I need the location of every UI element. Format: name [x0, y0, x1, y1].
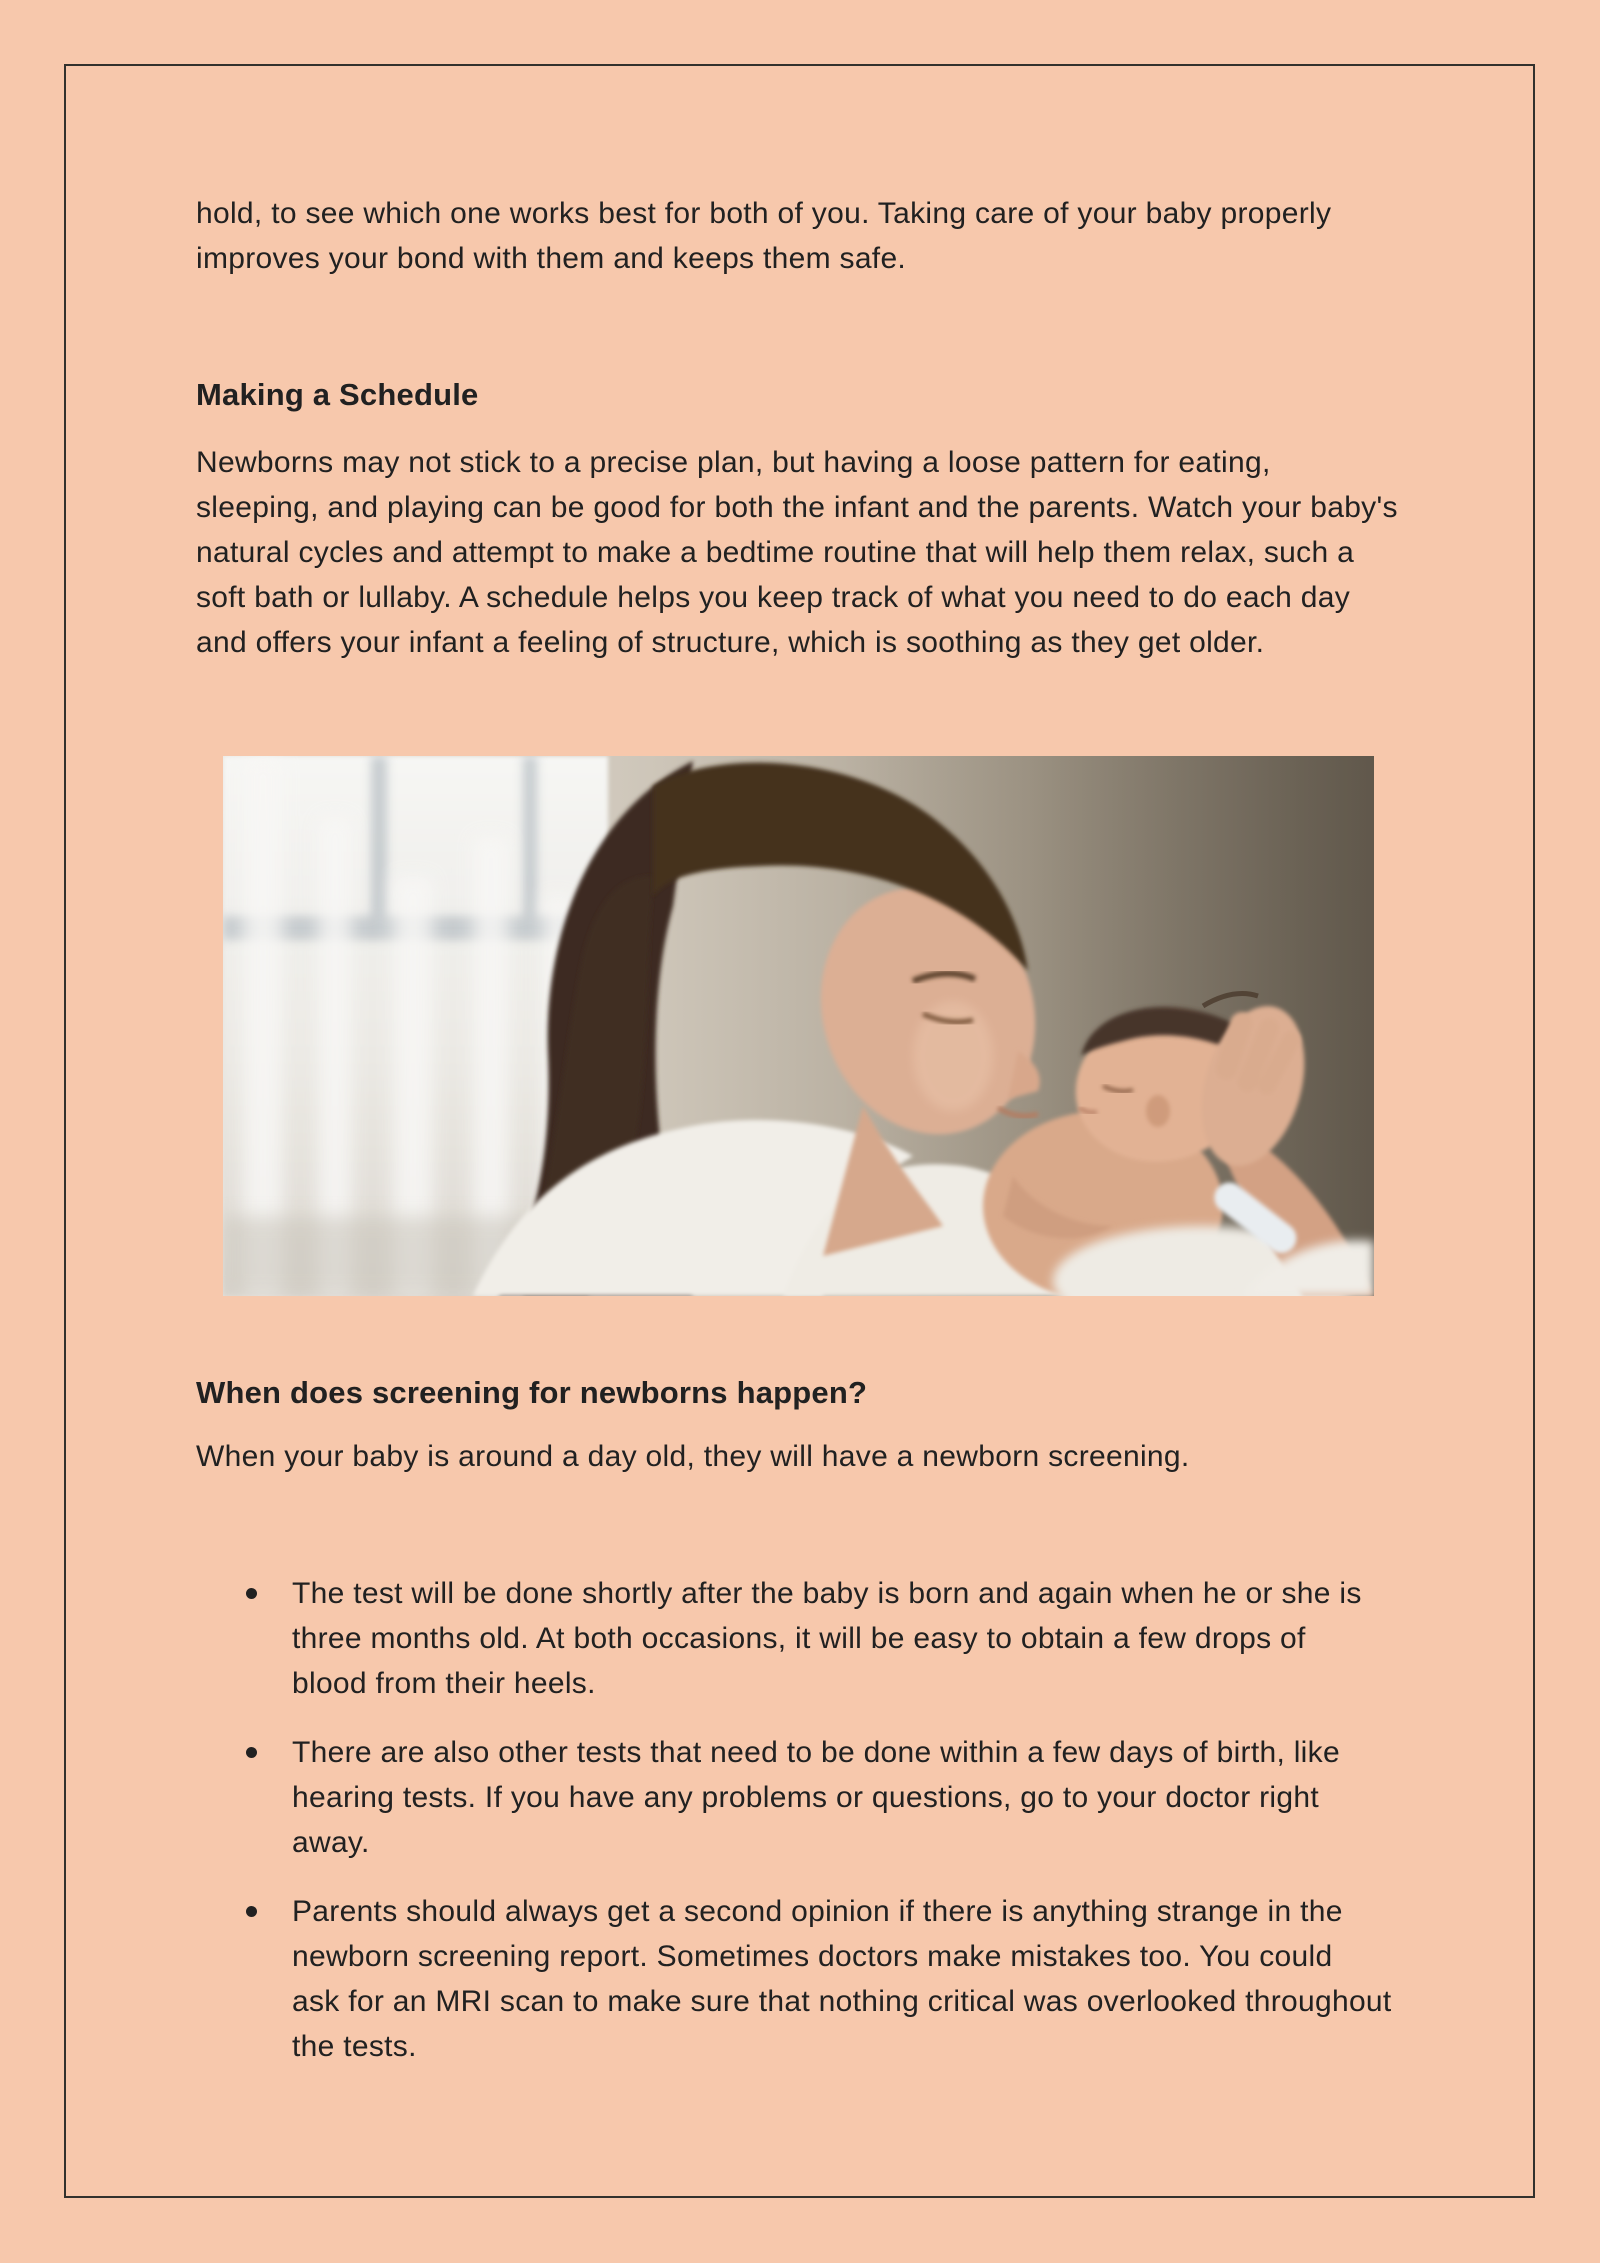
- bullet-line: away.: [292, 1826, 370, 1859]
- bullet-icon: [246, 1588, 257, 1599]
- bullet-line: ask for an MRI scan to make sure that nothing critical was overlooked throughout: [292, 1985, 1392, 2018]
- bullet-line: The test will be done shortly after the baby is born and again when he or she is: [292, 1577, 1362, 1610]
- screening-bullet-list: [196, 1571, 1392, 2093]
- bullet-item: [196, 1889, 1392, 2069]
- paragraph-line: natural cycles and attempt to make a bedtime routine that will help them relax, such a: [196, 536, 1355, 569]
- screening-intro-paragraph: [196, 1434, 1190, 1479]
- paragraph-line: When your baby is around a day old, they will have a newborn screening.: [196, 1440, 1190, 1473]
- bullet-line: newborn screening report. Sometimes doctors make mistakes too. You could: [292, 1940, 1333, 1973]
- section-heading-newborn-screening: When does screening for newborns happen?: [196, 1375, 868, 1410]
- bullet-line: three months old. At both occasions, it will be easy to obtain a few drops of: [292, 1622, 1306, 1655]
- paragraph-line: soft bath or lullaby. A schedule helps you keep track of what you need to do each day: [196, 581, 1351, 614]
- bullet-item: [196, 1730, 1392, 1865]
- bullet-line: There are also other tests that need to be done within a few days of birth, like: [292, 1736, 1340, 1769]
- intro-paragraph: [196, 191, 1331, 281]
- photo-mother-newborn: [223, 756, 1374, 1296]
- bullet-item: [196, 1571, 1392, 1706]
- paragraph-line: improves your bond with them and keeps them safe.: [196, 242, 907, 275]
- bullet-line: Parents should always get a second opinion if there is anything strange in the: [292, 1895, 1343, 1928]
- paragraph-line: hold, to see which one works best for both of you. Taking care of your baby properly: [196, 197, 1332, 230]
- bullet-icon: [246, 1906, 257, 1917]
- bullet-line: hearing tests. If you have any problems or questions, go to your doctor right: [292, 1781, 1319, 1814]
- paragraph-line: and offers your infant a feeling of structure, which is soothing as they get older.: [196, 626, 1265, 659]
- photo-illustration: [223, 756, 1374, 1296]
- bullet-icon: [246, 1747, 257, 1758]
- paragraph-line: Newborns may not stick to a precise plan, but having a loose pattern for eating,: [196, 446, 1271, 479]
- section-heading-making-a-schedule: Making a Schedule: [196, 377, 479, 412]
- paragraph-line: sleeping, and playing can be good for both the infant and the parents. Watch your baby's: [196, 491, 1398, 524]
- bullet-line: blood from their heels.: [292, 1667, 596, 1700]
- schedule-paragraph: [196, 440, 1398, 665]
- bullet-line: the tests.: [292, 2030, 417, 2063]
